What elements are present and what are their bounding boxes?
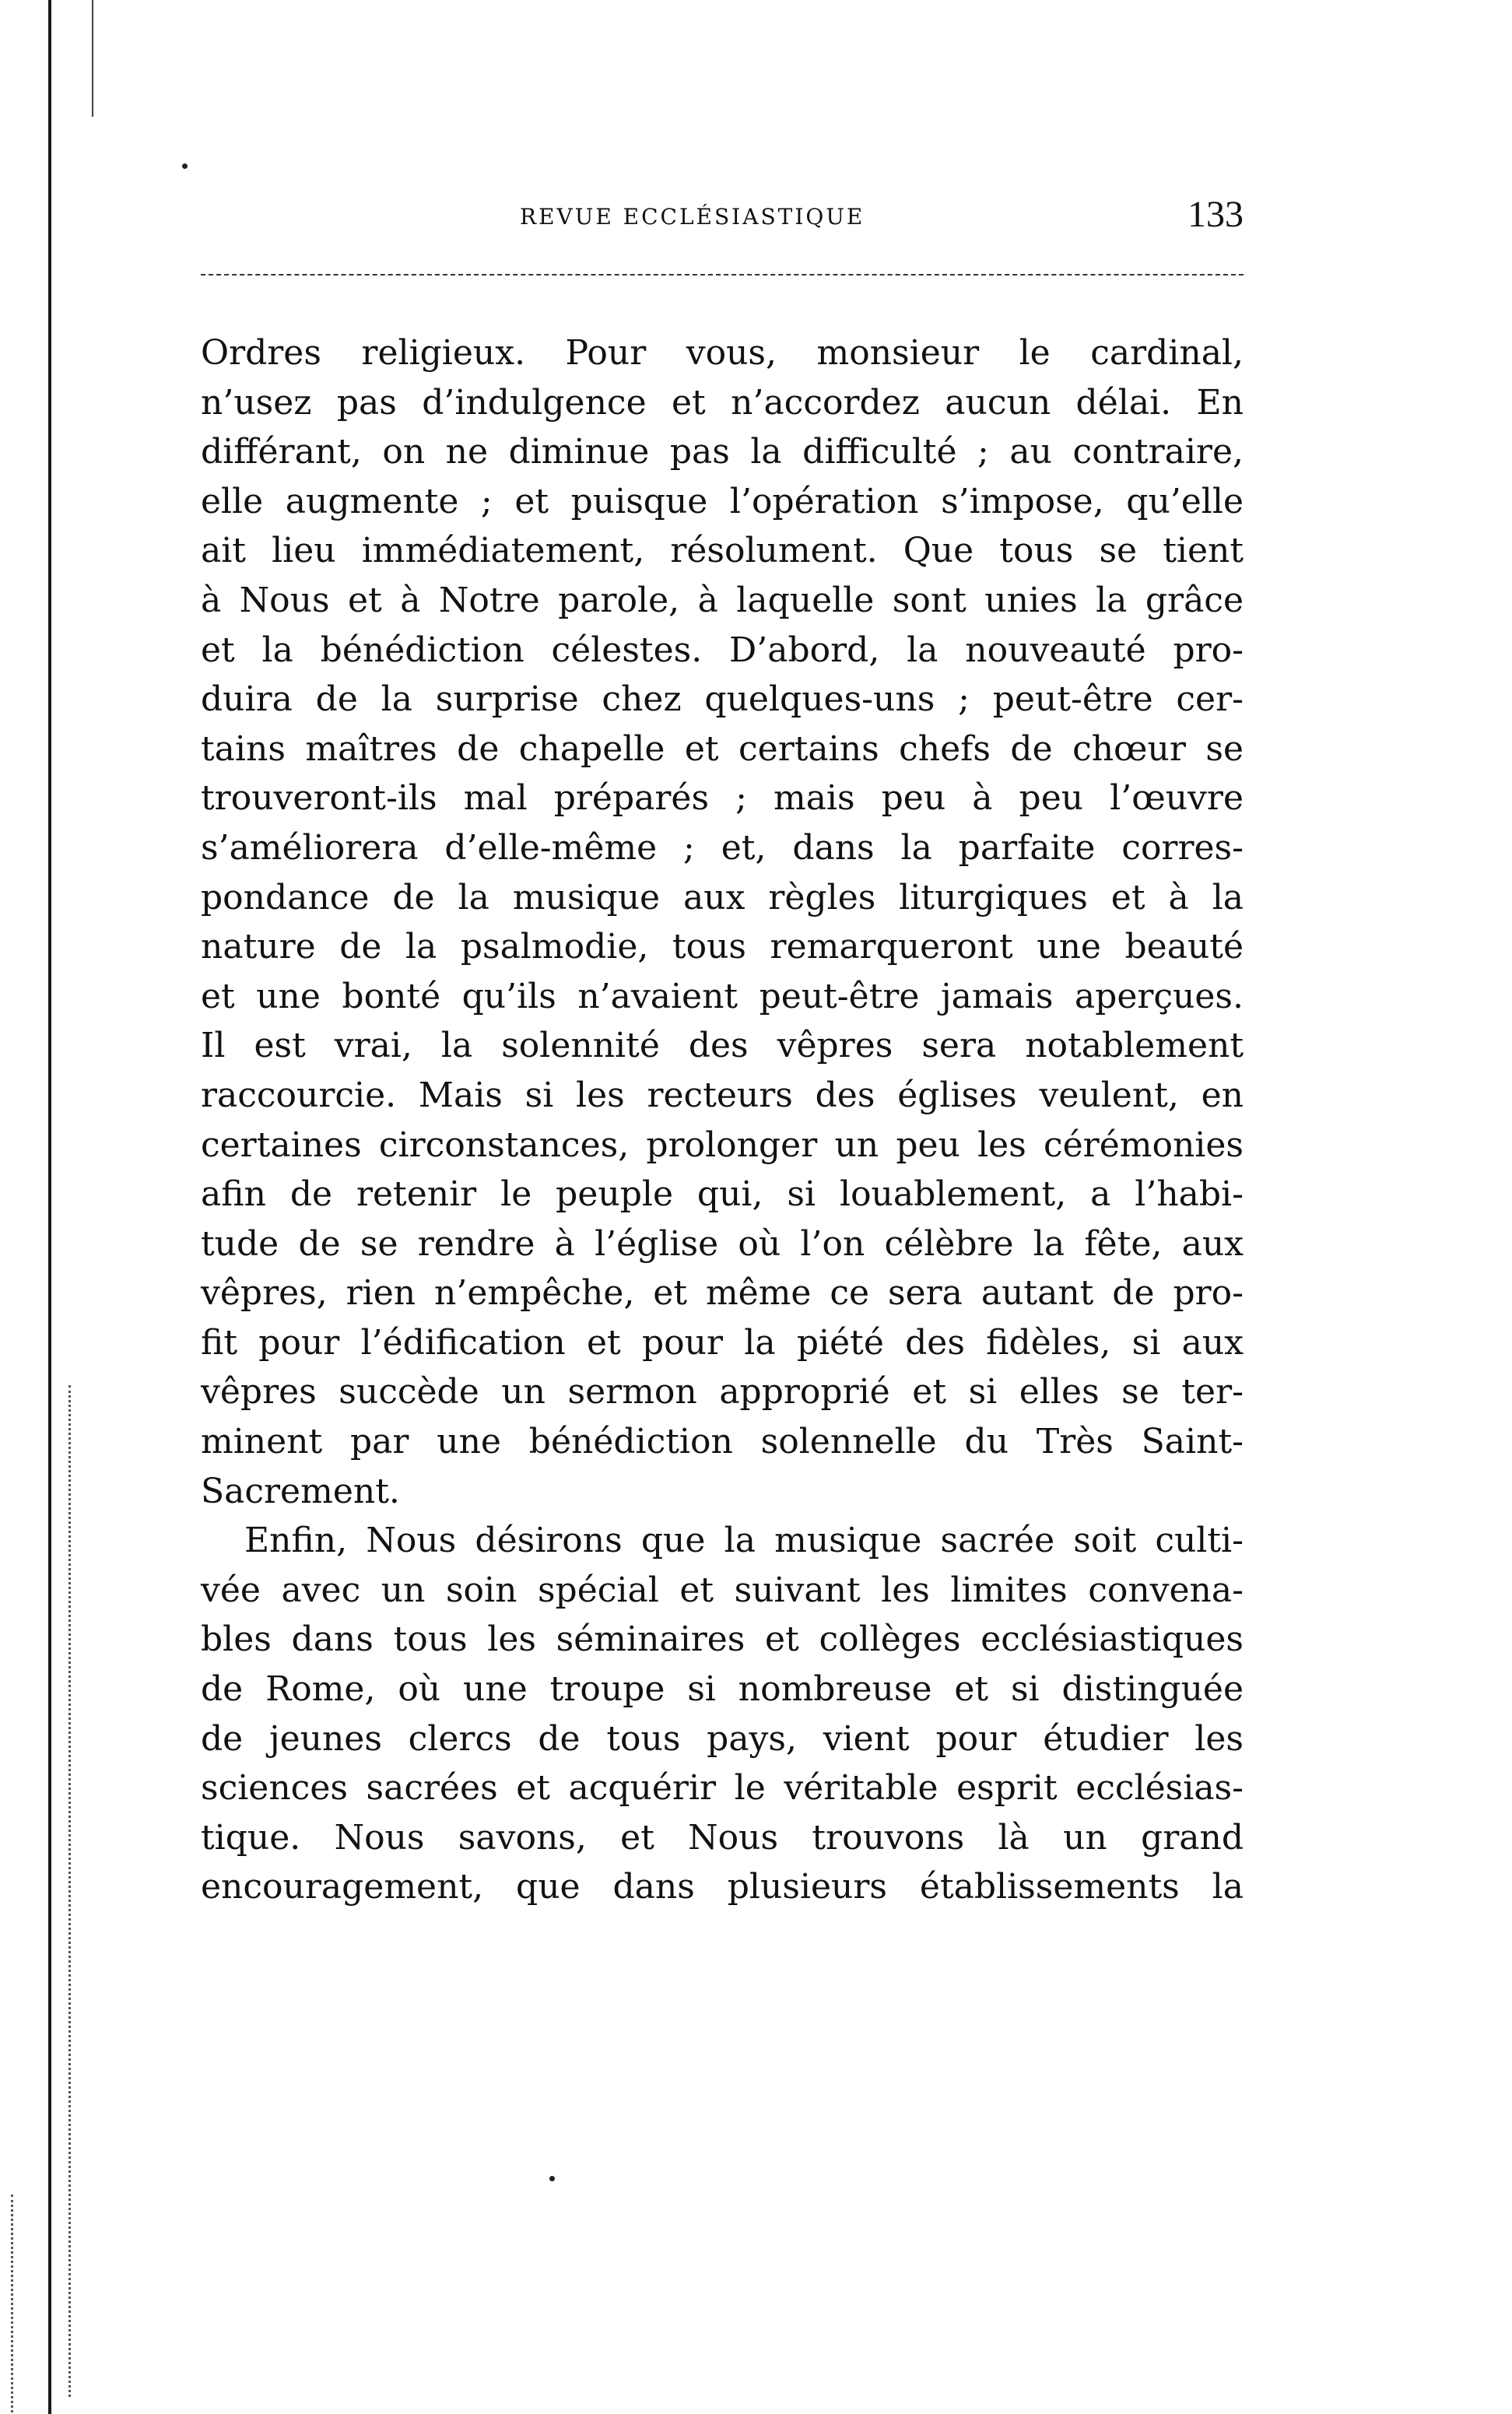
running-title: REVUE ECCLÉSIASTIQUE — [520, 204, 865, 230]
text-line: pondance de la musique aux règles liturgiques et à la — [201, 877, 1244, 918]
text-line: Enfin, Nous désirons que la musique sacrée soit culti- — [244, 1521, 1244, 1561]
text-line: à Nous et à Notre parole, à laquelle sont unies la grâce — [201, 580, 1244, 620]
binding-edge-mark — [92, 0, 93, 117]
binding-dotted-edge — [68, 1385, 71, 2397]
text-line: vée avec un soin spécial et suivant les limites convena- — [201, 1570, 1244, 1610]
text-line: Il est vrai, la solennité des vêpres sera notablement — [201, 1026, 1244, 1066]
text-line: trouveront-ils mal préparés ; mais peu à peu l’œuvre — [201, 778, 1244, 819]
text-line: nature de la psalmodie, tous remarqueront une beauté — [201, 927, 1244, 967]
text-line: et une bonté qu’ils n’avaient peut-être jamais aperçues. — [201, 976, 1244, 1016]
text-line: tains maîtres de chapelle et certains chefs de chœur se — [201, 728, 1244, 769]
header-rule — [201, 274, 1244, 275]
text-line: vêpres, rien n’empêche, et même ce sera autant de pro- — [201, 1273, 1244, 1314]
text-line: tique. Nous savons, et Nous trouvons là un grand — [201, 1817, 1244, 1858]
text-line: vêpres succède un sermon approprié et si elles se ter- — [201, 1372, 1244, 1412]
text-line: bles dans tous les séminaires et collèges ecclésiastiques — [201, 1619, 1244, 1660]
text-line: certaines circonstances, prolonger un peu les cérémonies — [201, 1125, 1244, 1165]
body-text — [201, 328, 1244, 1912]
text-line: raccourcie. Mais si les recteurs des églises veulent, en — [201, 1075, 1244, 1115]
page-number: 133 — [1187, 194, 1244, 235]
text-line: sciences sacrées et acquérir le véritable esprit ecclésias- — [201, 1768, 1244, 1809]
text-line: Sacrement. — [201, 1471, 400, 1511]
text-line: afin de retenir le peuple qui, si louablement, a l’habi- — [201, 1174, 1244, 1215]
scan-speck — [182, 163, 188, 169]
page-header — [201, 193, 1244, 247]
binding-edge-shadow — [48, 0, 51, 2414]
text-line: tude de se rendre à l’église où l’on célèbre la fête, aux — [201, 1223, 1244, 1264]
text-line: de jeunes clercs de tous pays, vient pour étudier les — [201, 1718, 1244, 1759]
text-line: et la bénédiction célestes. D’abord, la nouveauté pro- — [201, 630, 1244, 670]
scan-speck — [549, 2176, 555, 2181]
text-line: encouragement, que dans plusieurs établissements la — [201, 1867, 1244, 1907]
paragraph — [201, 1516, 1244, 1912]
text-line: Ordres religieux. Pour vous, monsieur le cardinal, — [201, 333, 1244, 373]
text-line: de Rome, où une troupe si nombreuse et si distinguée — [201, 1669, 1244, 1710]
text-line: différant, on ne diminue pas la difficulté ; au contraire, — [201, 432, 1244, 472]
text-line: minent par une bénédiction solennelle du Très Saint- — [201, 1422, 1244, 1462]
text-line: n’usez pas d’indulgence et n’accordez aucun délai. En — [201, 382, 1244, 423]
text-line: s’améliorera d’elle-même ; et, dans la parfaite corres- — [201, 827, 1244, 868]
binding-dotted-edge-lower — [11, 2195, 13, 2412]
paragraph — [201, 328, 1244, 1516]
text-line: fit pour l’édification et pour la piété des fidèles, si aux — [201, 1322, 1244, 1363]
text-line: elle augmente ; et puisque l’opération s’impose, qu’elle — [201, 481, 1244, 521]
text-line: ait lieu immédiatement, résolument. Que tous se tient — [201, 531, 1244, 571]
text-line: duira de la surprise chez quelques-uns ; peut-être cer- — [201, 679, 1244, 720]
